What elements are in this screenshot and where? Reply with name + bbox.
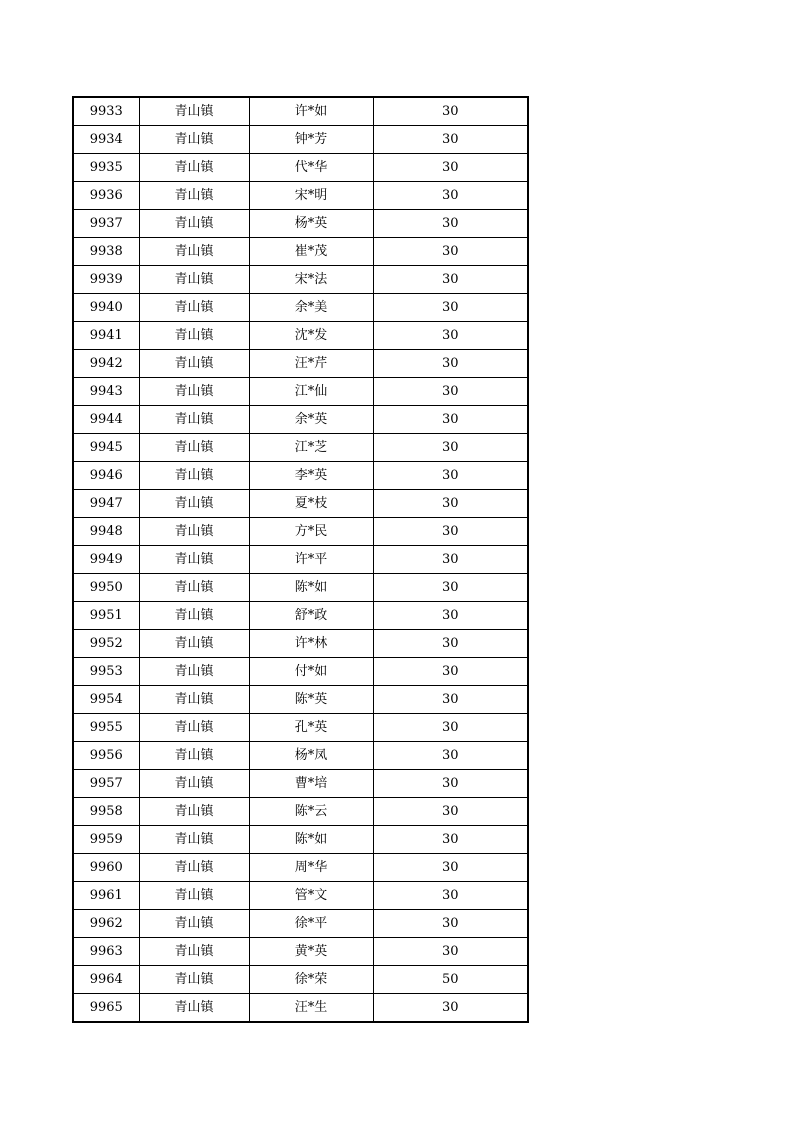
table-body bbox=[73, 97, 528, 1022]
cell-amount: 30 bbox=[373, 182, 528, 210]
table-row bbox=[73, 490, 528, 518]
cell-town: 青山镇 bbox=[139, 154, 249, 182]
cell-name: 余*英 bbox=[249, 406, 373, 434]
cell-town: 青山镇 bbox=[139, 826, 249, 854]
cell-town: 青山镇 bbox=[139, 182, 249, 210]
cell-amount: 30 bbox=[373, 294, 528, 322]
cell-name: 舒*政 bbox=[249, 602, 373, 630]
cell-name: 管*文 bbox=[249, 882, 373, 910]
cell-town: 青山镇 bbox=[139, 238, 249, 266]
cell-name: 崔*茂 bbox=[249, 238, 373, 266]
cell-town: 青山镇 bbox=[139, 966, 249, 994]
cell-town: 青山镇 bbox=[139, 406, 249, 434]
cell-id: 9960 bbox=[73, 854, 139, 882]
table-row bbox=[73, 966, 528, 994]
table-row bbox=[73, 294, 528, 322]
cell-amount: 30 bbox=[373, 350, 528, 378]
cell-id: 9951 bbox=[73, 602, 139, 630]
cell-name: 江*芝 bbox=[249, 434, 373, 462]
cell-id: 9957 bbox=[73, 770, 139, 798]
table-row bbox=[73, 182, 528, 210]
cell-name: 周*华 bbox=[249, 854, 373, 882]
cell-town: 青山镇 bbox=[139, 798, 249, 826]
cell-amount: 30 bbox=[373, 546, 528, 574]
cell-name: 许*平 bbox=[249, 546, 373, 574]
cell-id: 9947 bbox=[73, 490, 139, 518]
table-row bbox=[73, 714, 528, 742]
cell-town: 青山镇 bbox=[139, 882, 249, 910]
table-row bbox=[73, 826, 528, 854]
cell-id: 9941 bbox=[73, 322, 139, 350]
cell-town: 青山镇 bbox=[139, 322, 249, 350]
cell-amount: 30 bbox=[373, 210, 528, 238]
cell-amount: 30 bbox=[373, 938, 528, 966]
cell-town: 青山镇 bbox=[139, 658, 249, 686]
table-row bbox=[73, 266, 528, 294]
cell-amount: 30 bbox=[373, 378, 528, 406]
cell-amount: 30 bbox=[373, 322, 528, 350]
cell-amount: 30 bbox=[373, 630, 528, 658]
table-row bbox=[73, 406, 528, 434]
cell-id: 9952 bbox=[73, 630, 139, 658]
cell-id: 9955 bbox=[73, 714, 139, 742]
table-row bbox=[73, 210, 528, 238]
cell-id: 9937 bbox=[73, 210, 139, 238]
cell-amount: 30 bbox=[373, 994, 528, 1023]
cell-town: 青山镇 bbox=[139, 630, 249, 658]
cell-name: 余*美 bbox=[249, 294, 373, 322]
cell-amount: 30 bbox=[373, 826, 528, 854]
cell-id: 9943 bbox=[73, 378, 139, 406]
cell-name: 徐*平 bbox=[249, 910, 373, 938]
cell-name: 沈*发 bbox=[249, 322, 373, 350]
cell-id: 9933 bbox=[73, 97, 139, 126]
cell-town: 青山镇 bbox=[139, 210, 249, 238]
table-row bbox=[73, 126, 528, 154]
cell-id: 9944 bbox=[73, 406, 139, 434]
table-row bbox=[73, 378, 528, 406]
table-row bbox=[73, 854, 528, 882]
cell-name: 夏*枝 bbox=[249, 490, 373, 518]
cell-name: 许*林 bbox=[249, 630, 373, 658]
cell-name: 陈*云 bbox=[249, 798, 373, 826]
cell-amount: 30 bbox=[373, 686, 528, 714]
cell-name: 汪*生 bbox=[249, 994, 373, 1023]
cell-amount: 50 bbox=[373, 966, 528, 994]
cell-town: 青山镇 bbox=[139, 378, 249, 406]
table-row bbox=[73, 97, 528, 126]
cell-amount: 30 bbox=[373, 910, 528, 938]
cell-id: 9964 bbox=[73, 966, 139, 994]
table-row bbox=[73, 238, 528, 266]
cell-amount: 30 bbox=[373, 97, 528, 126]
cell-amount: 30 bbox=[373, 434, 528, 462]
cell-id: 9938 bbox=[73, 238, 139, 266]
table-row bbox=[73, 434, 528, 462]
cell-town: 青山镇 bbox=[139, 490, 249, 518]
cell-town: 青山镇 bbox=[139, 266, 249, 294]
cell-amount: 30 bbox=[373, 854, 528, 882]
cell-town: 青山镇 bbox=[139, 686, 249, 714]
cell-amount: 30 bbox=[373, 714, 528, 742]
cell-amount: 30 bbox=[373, 154, 528, 182]
cell-town: 青山镇 bbox=[139, 854, 249, 882]
table-row bbox=[73, 602, 528, 630]
cell-name: 宋*法 bbox=[249, 266, 373, 294]
cell-amount: 30 bbox=[373, 798, 528, 826]
cell-town: 青山镇 bbox=[139, 126, 249, 154]
cell-amount: 30 bbox=[373, 518, 528, 546]
cell-town: 青山镇 bbox=[139, 462, 249, 490]
cell-name: 汪*芹 bbox=[249, 350, 373, 378]
cell-name: 宋*明 bbox=[249, 182, 373, 210]
cell-town: 青山镇 bbox=[139, 770, 249, 798]
cell-id: 9939 bbox=[73, 266, 139, 294]
table-row bbox=[73, 798, 528, 826]
cell-id: 9946 bbox=[73, 462, 139, 490]
cell-id: 9965 bbox=[73, 994, 139, 1023]
cell-name: 代*华 bbox=[249, 154, 373, 182]
cell-town: 青山镇 bbox=[139, 910, 249, 938]
cell-id: 9958 bbox=[73, 798, 139, 826]
cell-id: 9953 bbox=[73, 658, 139, 686]
cell-amount: 30 bbox=[373, 770, 528, 798]
cell-id: 9949 bbox=[73, 546, 139, 574]
cell-amount: 30 bbox=[373, 266, 528, 294]
cell-amount: 30 bbox=[373, 406, 528, 434]
table-row bbox=[73, 882, 528, 910]
cell-id: 9961 bbox=[73, 882, 139, 910]
table-row bbox=[73, 994, 528, 1023]
cell-id: 9934 bbox=[73, 126, 139, 154]
cell-amount: 30 bbox=[373, 602, 528, 630]
cell-town: 青山镇 bbox=[139, 546, 249, 574]
table-row bbox=[73, 350, 528, 378]
cell-town: 青山镇 bbox=[139, 434, 249, 462]
cell-town: 青山镇 bbox=[139, 938, 249, 966]
cell-name: 杨*英 bbox=[249, 210, 373, 238]
cell-id: 9963 bbox=[73, 938, 139, 966]
cell-id: 9945 bbox=[73, 434, 139, 462]
cell-id: 9948 bbox=[73, 518, 139, 546]
cell-name: 徐*荣 bbox=[249, 966, 373, 994]
cell-town: 青山镇 bbox=[139, 350, 249, 378]
cell-amount: 30 bbox=[373, 882, 528, 910]
cell-name: 陈*如 bbox=[249, 574, 373, 602]
cell-town: 青山镇 bbox=[139, 994, 249, 1023]
cell-id: 9942 bbox=[73, 350, 139, 378]
cell-name: 钟*芳 bbox=[249, 126, 373, 154]
data-table bbox=[72, 96, 529, 1023]
cell-amount: 30 bbox=[373, 742, 528, 770]
cell-name: 陈*英 bbox=[249, 686, 373, 714]
cell-name: 许*如 bbox=[249, 97, 373, 126]
cell-name: 李*英 bbox=[249, 462, 373, 490]
table-row bbox=[73, 462, 528, 490]
table-row bbox=[73, 658, 528, 686]
cell-name: 江*仙 bbox=[249, 378, 373, 406]
cell-id: 9936 bbox=[73, 182, 139, 210]
cell-name: 方*民 bbox=[249, 518, 373, 546]
table-row bbox=[73, 154, 528, 182]
cell-name: 付*如 bbox=[249, 658, 373, 686]
cell-id: 9962 bbox=[73, 910, 139, 938]
cell-amount: 30 bbox=[373, 462, 528, 490]
table-row bbox=[73, 770, 528, 798]
cell-id: 9959 bbox=[73, 826, 139, 854]
cell-town: 青山镇 bbox=[139, 602, 249, 630]
cell-name: 杨*凤 bbox=[249, 742, 373, 770]
table-row bbox=[73, 518, 528, 546]
cell-name: 曹*培 bbox=[249, 770, 373, 798]
cell-town: 青山镇 bbox=[139, 97, 249, 126]
cell-name: 陈*如 bbox=[249, 826, 373, 854]
table-row bbox=[73, 630, 528, 658]
cell-town: 青山镇 bbox=[139, 518, 249, 546]
table-row bbox=[73, 546, 528, 574]
table-row bbox=[73, 938, 528, 966]
cell-town: 青山镇 bbox=[139, 574, 249, 602]
cell-id: 9954 bbox=[73, 686, 139, 714]
cell-town: 青山镇 bbox=[139, 714, 249, 742]
cell-name: 黄*英 bbox=[249, 938, 373, 966]
cell-amount: 30 bbox=[373, 238, 528, 266]
table-row bbox=[73, 574, 528, 602]
cell-id: 9956 bbox=[73, 742, 139, 770]
table-row bbox=[73, 910, 528, 938]
table-row bbox=[73, 322, 528, 350]
cell-name: 孔*英 bbox=[249, 714, 373, 742]
cell-id: 9935 bbox=[73, 154, 139, 182]
table-row bbox=[73, 742, 528, 770]
cell-town: 青山镇 bbox=[139, 294, 249, 322]
cell-amount: 30 bbox=[373, 574, 528, 602]
cell-id: 9950 bbox=[73, 574, 139, 602]
cell-id: 9940 bbox=[73, 294, 139, 322]
cell-town: 青山镇 bbox=[139, 742, 249, 770]
cell-amount: 30 bbox=[373, 658, 528, 686]
cell-amount: 30 bbox=[373, 126, 528, 154]
table-row bbox=[73, 686, 528, 714]
cell-amount: 30 bbox=[373, 490, 528, 518]
